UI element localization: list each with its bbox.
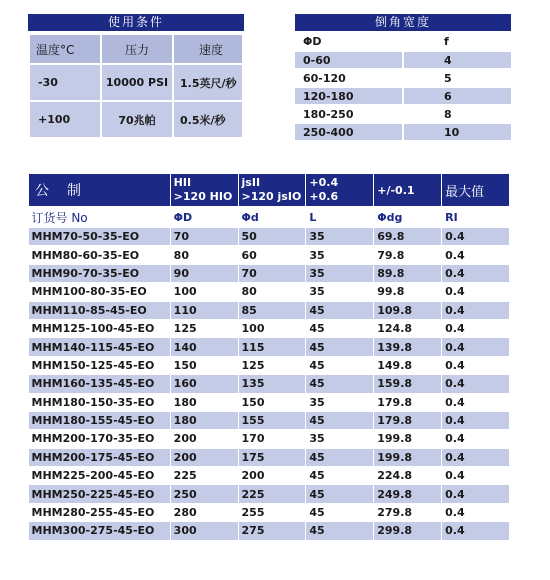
- inner-diameter-cell: 175: [238, 448, 306, 466]
- length-cell: 45: [306, 411, 374, 429]
- pressure-header: 压力: [101, 34, 173, 64]
- chamfer-range: 0-60: [295, 51, 403, 69]
- pressure-value: 10000 PSI: [101, 64, 173, 101]
- table-row: [29, 467, 510, 485]
- length-cell: 45: [306, 467, 374, 485]
- outer-diameter-label: ΦD: [170, 207, 238, 228]
- table-row: [29, 485, 510, 503]
- speed-value: 1.5英尺/秒: [173, 64, 243, 101]
- table-row: [29, 393, 510, 411]
- chamfer-width: 4: [403, 51, 511, 69]
- length-tol-line1: +0.4: [309, 176, 339, 189]
- length-cell: 45: [306, 522, 374, 540]
- table-row: [29, 375, 510, 393]
- groove-diameter-label: Φdg: [374, 207, 442, 228]
- length-cell: 45: [306, 338, 374, 356]
- column-label-row: [29, 207, 510, 228]
- radius-cell: 0.4: [442, 393, 510, 411]
- inner-diameter-label: Φd: [238, 207, 306, 228]
- table-row: [29, 411, 510, 429]
- inner-diameter-cell: 50: [238, 228, 306, 246]
- table-row: [29, 356, 510, 374]
- order-number-cell: MHM200-170-35-EO: [29, 430, 171, 448]
- radius-cell: 0.4: [442, 356, 510, 374]
- length-label: L: [306, 207, 374, 228]
- order-number-cell: MHM100-80-35-EO: [29, 283, 171, 301]
- temperature-header: 温度°C: [29, 34, 101, 64]
- length-tolerance-header: [306, 174, 374, 207]
- speed-value: 0.5米/秒: [173, 101, 243, 138]
- temperature-value: -30: [29, 64, 101, 101]
- groove-diameter-cell: 89.8: [374, 264, 442, 282]
- js11-line1: jsII: [241, 176, 261, 189]
- groove-diameter-cell: 199.8: [374, 430, 442, 448]
- table-row: [29, 246, 510, 264]
- outer-diameter-cell: 250: [170, 485, 238, 503]
- conditions-row: [29, 101, 243, 138]
- groove-diameter-cell: 79.8: [374, 246, 442, 264]
- length-cell: 35: [306, 246, 374, 264]
- inner-diameter-cell: 150: [238, 393, 306, 411]
- chamfer-range: 60-120: [295, 69, 403, 87]
- inner-diameter-cell: 225: [238, 485, 306, 503]
- inner-diameter-cell: 255: [238, 503, 306, 521]
- radius-label: RI: [442, 207, 510, 228]
- radius-cell: 0.4: [442, 264, 510, 282]
- groove-diameter-cell: 179.8: [374, 393, 442, 411]
- inner-diameter-cell: 170: [238, 430, 306, 448]
- groove-diameter-cell: 179.8: [374, 411, 442, 429]
- table-row: [29, 301, 510, 319]
- outer-diameter-cell: 200: [170, 430, 238, 448]
- groove-diameter-cell: 99.8: [374, 283, 442, 301]
- table-row: [29, 228, 510, 246]
- length-cell: 45: [306, 485, 374, 503]
- radius-cell: 0.4: [442, 522, 510, 540]
- order-number-cell: MHM70-50-35-EO: [29, 228, 171, 246]
- order-number-cell: MHM150-125-45-EO: [29, 356, 171, 374]
- h11-tolerance-header: [170, 174, 238, 207]
- chamfer-row: [295, 51, 511, 69]
- chamfer-title: 倒角宽度: [295, 14, 511, 31]
- radius-cell: 0.4: [442, 283, 510, 301]
- radius-cell: 0.4: [442, 503, 510, 521]
- chamfer-row: [295, 105, 511, 123]
- outer-diameter-cell: 180: [170, 411, 238, 429]
- chamfer-row: [295, 123, 511, 141]
- groove-diameter-cell: 124.8: [374, 319, 442, 337]
- radius-cell: 0.4: [442, 485, 510, 503]
- outer-diameter-cell: 125: [170, 319, 238, 337]
- table-row: [29, 283, 510, 301]
- order-number-cell: MHM300-275-45-EO: [29, 522, 171, 540]
- h11-line1: HII: [173, 176, 192, 189]
- length-tol-line2: +0.6: [309, 190, 339, 203]
- order-number-cell: MHM90-70-35-EO: [29, 264, 171, 282]
- order-number-cell: MHM180-150-35-EO: [29, 393, 171, 411]
- inner-diameter-cell: 85: [238, 301, 306, 319]
- table-row: [29, 430, 510, 448]
- conditions-row: [29, 64, 243, 101]
- outer-diameter-cell: 300: [170, 522, 238, 540]
- outer-diameter-cell: 100: [170, 283, 238, 301]
- outer-diameter-cell: 160: [170, 375, 238, 393]
- groove-diameter-cell: 149.8: [374, 356, 442, 374]
- length-cell: 45: [306, 448, 374, 466]
- order-number-cell: MHM80-60-35-EO: [29, 246, 171, 264]
- order-number-cell: MHM180-155-45-EO: [29, 411, 171, 429]
- groove-diameter-cell: 299.8: [374, 522, 442, 540]
- outer-diameter-cell: 110: [170, 301, 238, 319]
- outer-diameter-cell: 280: [170, 503, 238, 521]
- order-number-cell: MHM160-135-45-EO: [29, 375, 171, 393]
- length-cell: 35: [306, 430, 374, 448]
- chamfer-diameter-header: ΦD: [295, 33, 403, 51]
- order-number-cell: MHM250-225-45-EO: [29, 485, 171, 503]
- length-cell: 35: [306, 393, 374, 411]
- groove-diameter-cell: 224.8: [374, 467, 442, 485]
- chamfer-width: 6: [403, 87, 511, 105]
- chamfer-range: 250-400: [295, 123, 403, 141]
- groove-diameter-cell: 279.8: [374, 503, 442, 521]
- inner-diameter-cell: 100: [238, 319, 306, 337]
- outer-diameter-cell: 150: [170, 356, 238, 374]
- radius-cell: 0.4: [442, 301, 510, 319]
- radius-cell: 0.4: [442, 246, 510, 264]
- radius-cell: 0.4: [442, 228, 510, 246]
- inner-diameter-cell: 275: [238, 522, 306, 540]
- chamfer-width: 8: [403, 105, 511, 123]
- inner-diameter-cell: 135: [238, 375, 306, 393]
- pressure-value: 70兆帕: [101, 101, 173, 138]
- inner-diameter-cell: 60: [238, 246, 306, 264]
- outer-diameter-cell: 80: [170, 246, 238, 264]
- outer-diameter-cell: 200: [170, 448, 238, 466]
- groove-diameter-cell: 69.8: [374, 228, 442, 246]
- order-number-cell: MHM225-200-45-EO: [29, 467, 171, 485]
- length-cell: 35: [306, 228, 374, 246]
- chamfer-table: [295, 33, 511, 142]
- radius-cell: 0.4: [442, 375, 510, 393]
- chamfer-header-row: [295, 33, 511, 51]
- metric-header: 公制: [29, 174, 171, 207]
- outer-diameter-cell: 225: [170, 467, 238, 485]
- js11-tolerance-header: [238, 174, 306, 207]
- conditions-title: 使用条件: [28, 14, 244, 31]
- length-cell: 35: [306, 264, 374, 282]
- conditions-table: [28, 33, 244, 139]
- main-header-row: [29, 174, 510, 207]
- length-cell: 45: [306, 301, 374, 319]
- groove-diameter-cell: 249.8: [374, 485, 442, 503]
- length-cell: 35: [306, 283, 374, 301]
- chamfer-row: [295, 87, 511, 105]
- radius-cell: 0.4: [442, 467, 510, 485]
- inner-diameter-cell: 80: [238, 283, 306, 301]
- length-cell: 45: [306, 319, 374, 337]
- chamfer-range: 120-180: [295, 87, 403, 105]
- table-row: [29, 503, 510, 521]
- inner-diameter-cell: 115: [238, 338, 306, 356]
- outer-diameter-cell: 140: [170, 338, 238, 356]
- order-number-cell: MHM200-175-45-EO: [29, 448, 171, 466]
- dg-tolerance-header: +/-0.1: [374, 174, 442, 207]
- radius-cell: 0.4: [442, 448, 510, 466]
- chamfer-row: [295, 69, 511, 87]
- radius-cell: 0.4: [442, 411, 510, 429]
- inner-diameter-cell: 200: [238, 467, 306, 485]
- order-number-label: 订货号 No: [29, 207, 171, 228]
- outer-diameter-cell: 90: [170, 264, 238, 282]
- length-cell: 45: [306, 375, 374, 393]
- radius-cell: 0.4: [442, 319, 510, 337]
- metric-size-table: [28, 173, 510, 541]
- table-row: [29, 264, 510, 282]
- table-row: [29, 338, 510, 356]
- groove-diameter-cell: 109.8: [374, 301, 442, 319]
- table-row: [29, 319, 510, 337]
- inner-diameter-cell: 155: [238, 411, 306, 429]
- groove-diameter-cell: 139.8: [374, 338, 442, 356]
- length-cell: 45: [306, 356, 374, 374]
- groove-diameter-cell: 199.8: [374, 448, 442, 466]
- chamfer-width: 10: [403, 123, 511, 141]
- outer-diameter-cell: 70: [170, 228, 238, 246]
- temperature-value: +100: [29, 101, 101, 138]
- table-row: [29, 448, 510, 466]
- radius-cell: 0.4: [442, 338, 510, 356]
- inner-diameter-cell: 125: [238, 356, 306, 374]
- radius-cell: 0.4: [442, 430, 510, 448]
- outer-diameter-cell: 180: [170, 393, 238, 411]
- conditions-header-row: [29, 34, 243, 64]
- table-row: [29, 522, 510, 540]
- groove-diameter-cell: 159.8: [374, 375, 442, 393]
- js11-line2: >120 jsIO: [241, 190, 302, 203]
- speed-header: 速度: [173, 34, 243, 64]
- inner-diameter-cell: 70: [238, 264, 306, 282]
- h11-line2: >120 HIO: [173, 190, 233, 203]
- chamfer-range: 180-250: [295, 105, 403, 123]
- length-cell: 45: [306, 503, 374, 521]
- order-number-cell: MHM125-100-45-EO: [29, 319, 171, 337]
- chamfer-width: 5: [403, 69, 511, 87]
- order-number-cell: MHM280-255-45-EO: [29, 503, 171, 521]
- chamfer-width-header: f: [403, 33, 511, 51]
- max-value-header: 最大值: [442, 174, 510, 207]
- order-number-cell: MHM110-85-45-EO: [29, 301, 171, 319]
- order-number-cell: MHM140-115-45-EO: [29, 338, 171, 356]
